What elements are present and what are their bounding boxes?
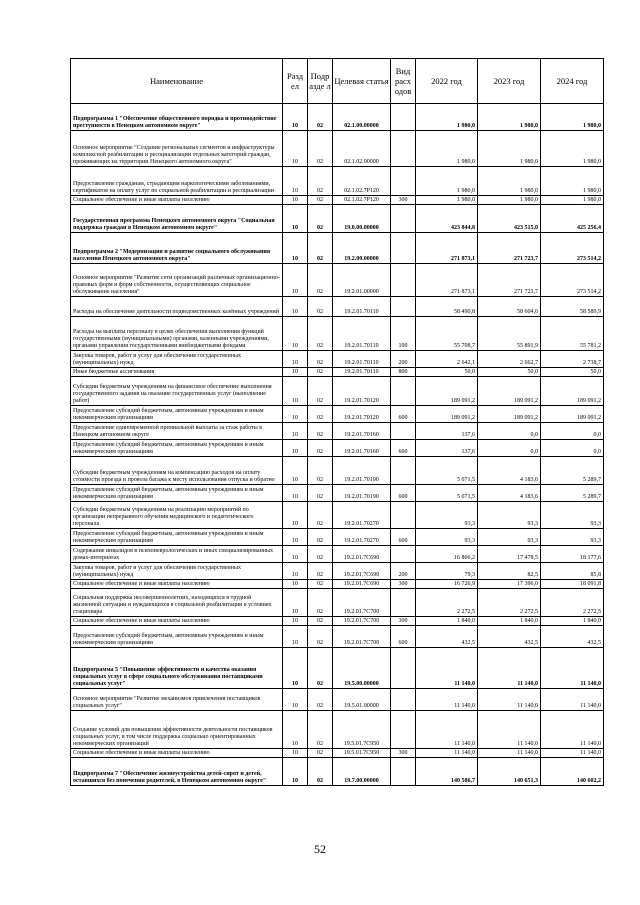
table-row — [71, 711, 604, 749]
row-podrazdel-cell: 02 — [308, 131, 333, 167]
row-razdel-cell: 10 — [283, 711, 308, 749]
row-name-cell: Основное мероприятие "Развитие механизмов привлечения поставщиков социальных услуг" — [71, 689, 283, 711]
row-vid-cell: 600 — [391, 406, 416, 423]
row-podrazdel-cell: 02 — [308, 711, 333, 749]
row-celevaya-cell: 19.2.01.70160 — [333, 423, 391, 440]
row-name-cell: Социальное обеспечение и иные выплаты населению — [71, 196, 283, 205]
table-row — [71, 406, 604, 423]
row-value-2022: 189 091,2 — [416, 377, 478, 406]
row-value-2024: 58 589,9 — [541, 297, 604, 317]
row-value-2023: 1 840,0 — [478, 617, 541, 626]
row-name-cell: Расходы на обеспечение деятельности подведомственных казённых учреждений — [71, 297, 283, 317]
row-value-2023: 2 662,7 — [478, 351, 541, 368]
row-name-cell: Предоставление субсидий бюджетным, автономным учреждениям и иным некоммерческим организациям — [71, 440, 283, 457]
row-value-2024: 11 140,0 — [541, 749, 604, 758]
row-value-2023: 58 604,6 — [478, 297, 541, 317]
row-celevaya-cell: 19.2.01.70160 — [333, 440, 391, 457]
table-row — [71, 233, 604, 264]
row-razdel-cell: 10 — [283, 546, 308, 563]
row-vid-cell: 300 — [391, 749, 416, 758]
table-row — [71, 351, 604, 368]
row-celevaya-cell: 19.2.01.00000 — [333, 264, 391, 297]
row-podrazdel-cell: 02 — [308, 423, 333, 440]
table-body — [71, 104, 604, 786]
row-razdel-cell: 10 — [283, 485, 308, 502]
row-vid-cell — [391, 689, 416, 711]
row-vid-cell: 200 — [391, 563, 416, 580]
row-vid-cell — [391, 205, 416, 233]
row-podrazdel-cell: 02 — [308, 563, 333, 580]
row-value-2023: 82,5 — [478, 563, 541, 580]
row-celevaya-cell: 19.2.01.70190 — [333, 485, 391, 502]
row-name-cell: Закупка товаров, работ и услуг для обеспечения государственных (муниципальных) нужд — [71, 351, 283, 368]
row-value-2022: 11 140,0 — [416, 689, 478, 711]
budget-table — [70, 58, 604, 786]
row-celevaya-cell: 19.5.00.00000 — [333, 648, 391, 689]
table-row — [71, 377, 604, 406]
row-value-2024: 85,8 — [541, 563, 604, 580]
table-row — [71, 440, 604, 457]
row-razdel-cell: 10 — [283, 440, 308, 457]
row-value-2024: 1 980,0 — [541, 131, 604, 167]
page-number: 52 — [314, 842, 326, 856]
row-razdel-cell: 10 — [283, 297, 308, 317]
row-name-cell: Государственная программа Ненецкого автономного округа "Социальная поддержка граждан в Ненецком автономном округе" — [71, 205, 283, 233]
row-value-2022: 16 726,9 — [416, 580, 478, 589]
row-vid-cell — [391, 297, 416, 317]
row-vid-cell — [391, 233, 416, 264]
row-name-cell: Социальное обеспечение и иные выплаты населению — [71, 749, 283, 758]
row-value-2022: 16 806,2 — [416, 546, 478, 563]
row-value-2022: 189 091,2 — [416, 406, 478, 423]
header-celevaya-statya: Целевая статья — [333, 59, 391, 104]
header-razdel: Разд ел — [283, 59, 308, 104]
row-celevaya-cell: 19.2.01.70110 — [333, 351, 391, 368]
row-value-2022: 2 642,1 — [416, 351, 478, 368]
row-celevaya-cell: 19.2.01.7С700 — [333, 617, 391, 626]
row-celevaya-cell: 19.2.01.70110 — [333, 368, 391, 377]
row-value-2022: 93,3 — [416, 502, 478, 529]
row-value-2022: 11 140,0 — [416, 648, 478, 689]
row-celevaya-cell: 19.5.01.7С950 — [333, 711, 391, 749]
row-value-2022: 50,0 — [416, 368, 478, 377]
row-celevaya-cell: 19.2.01.70120 — [333, 377, 391, 406]
row-razdel-cell: 10 — [283, 264, 308, 297]
row-value-2023: 17 478,5 — [478, 546, 541, 563]
row-value-2023: 11 140,0 — [478, 648, 541, 689]
row-name-cell: Субсидии бюджетным учреждениям на реализацию мероприятий по организации непрерывного обучения медицинского и педагогического персонала — [71, 502, 283, 529]
row-vid-cell — [391, 758, 416, 786]
row-value-2022: 93,3 — [416, 529, 478, 546]
row-name-cell: Субсидии бюджетным учреждениям на компенсацию расходов на оплату стоимости проезда и провоза багажа к месту использования отпуска и обратно — [71, 457, 283, 485]
row-celevaya-cell: 02.1.02.7Р120 — [333, 167, 391, 196]
row-value-2024: 55 781,2 — [541, 317, 604, 351]
table-row — [71, 264, 604, 297]
row-podrazdel-cell: 02 — [308, 406, 333, 423]
row-value-2023: 50,0 — [478, 368, 541, 377]
row-value-2022: 1 980,0 — [416, 167, 478, 196]
row-value-2022: 140 586,7 — [416, 758, 478, 786]
row-podrazdel-cell: 02 — [308, 580, 333, 589]
row-podrazdel-cell: 02 — [308, 749, 333, 758]
row-vid-cell: 300 — [391, 617, 416, 626]
row-value-2024: 93,3 — [541, 529, 604, 546]
row-value-2023: 189 091,2 — [478, 377, 541, 406]
row-value-2023: 0,0 — [478, 423, 541, 440]
row-value-2024: 1 980,0 — [541, 196, 604, 205]
table-row — [71, 502, 604, 529]
row-name-cell: Предоставление субсидий бюджетным, автономным учреждениям и иным некоммерческим организациям — [71, 626, 283, 648]
row-value-2022: 55 708,7 — [416, 317, 478, 351]
table-row — [71, 749, 604, 758]
row-vid-cell — [391, 457, 416, 485]
row-value-2024: 11 140,0 — [541, 648, 604, 689]
row-value-2022: 432,5 — [416, 626, 478, 648]
row-razdel-cell: 10 — [283, 457, 308, 485]
row-vid-cell — [391, 648, 416, 689]
row-value-2024: 11 140,0 — [541, 711, 604, 749]
table-row — [71, 196, 604, 205]
row-razdel-cell: 10 — [283, 205, 308, 233]
row-value-2022: 137,6 — [416, 423, 478, 440]
row-vid-cell — [391, 377, 416, 406]
row-podrazdel-cell: 02 — [308, 317, 333, 351]
row-name-cell: Подпрограмма 2 "Модернизация и развитие социального обслуживания населения Ненецкого автономного округа" — [71, 233, 283, 264]
row-value-2022: 2 272,5 — [416, 589, 478, 617]
row-razdel-cell: 10 — [283, 351, 308, 368]
row-celevaya-cell: 19.0.00.00000 — [333, 205, 391, 233]
table-row — [71, 205, 604, 233]
row-name-cell: Социальное обеспечение и иные выплаты населению — [71, 617, 283, 626]
row-value-2022: 5 071,5 — [416, 457, 478, 485]
row-vid-cell: 100 — [391, 317, 416, 351]
row-name-cell: Содержание инвалидов в психоневрологических и иных специализированных домах-интернатах — [71, 546, 283, 563]
table-header-row — [71, 59, 604, 104]
row-razdel-cell: 10 — [283, 423, 308, 440]
row-podrazdel-cell: 02 — [308, 264, 333, 297]
row-vid-cell: 800 — [391, 368, 416, 377]
row-value-2024: 189 091,2 — [541, 377, 604, 406]
row-name-cell: Предоставление гражданам, страдающим наркологическими заболеваниями, сертификатов на оплату услуг по социальной реабилитации и ресоциализации — [71, 167, 283, 196]
table-row — [71, 689, 604, 711]
row-celevaya-cell: 02.1.02.00000 — [333, 131, 391, 167]
row-value-2024: 432,5 — [541, 626, 604, 648]
row-razdel-cell: 10 — [283, 689, 308, 711]
row-celevaya-cell: 19.2.01.70110 — [333, 297, 391, 317]
row-razdel-cell: 10 — [283, 196, 308, 205]
row-value-2022: 1 980,0 — [416, 104, 478, 131]
row-vid-cell — [391, 546, 416, 563]
table-row — [71, 563, 604, 580]
row-podrazdel-cell: 02 — [308, 167, 333, 196]
row-podrazdel-cell: 02 — [308, 196, 333, 205]
row-name-cell: Иные бюджетные ассигнования — [71, 368, 283, 377]
row-value-2024: 2 272,5 — [541, 589, 604, 617]
table-row — [71, 131, 604, 167]
table-row — [71, 457, 604, 485]
row-value-2023: 4 183,6 — [478, 485, 541, 502]
row-value-2022: 423 844,8 — [416, 205, 478, 233]
row-value-2023: 55 891,9 — [478, 317, 541, 351]
row-celevaya-cell: 02.1.02.7Р120 — [333, 196, 391, 205]
header-podrazdel: Подр азде л — [308, 59, 333, 104]
row-vid-cell — [391, 264, 416, 297]
row-name-cell: Основное мероприятие "Развитие сети организаций различных организационно-правовых форм и форм собственности, осуществляющих социальное обслуживание населения" — [71, 264, 283, 297]
row-celevaya-cell: 19.5.01.00000 — [333, 689, 391, 711]
row-value-2023: 11 140,0 — [478, 689, 541, 711]
row-value-2022: 79,3 — [416, 563, 478, 580]
row-vid-cell: 300 — [391, 580, 416, 589]
row-vid-cell: 600 — [391, 626, 416, 648]
row-celevaya-cell: 19.2.01.70120 — [333, 406, 391, 423]
row-value-2023: 2 272,5 — [478, 589, 541, 617]
row-celevaya-cell: 19.5.01.7С950 — [333, 749, 391, 758]
row-value-2024: 0,0 — [541, 423, 604, 440]
header-year-2023: 2023 год — [478, 59, 541, 104]
row-vid-cell: 200 — [391, 351, 416, 368]
row-vid-cell: 300 — [391, 196, 416, 205]
row-value-2024: 5 289,7 — [541, 457, 604, 485]
row-value-2023: 271 723,7 — [478, 264, 541, 297]
row-value-2024: 18 177,6 — [541, 546, 604, 563]
row-celevaya-cell: 19.2.01.7С700 — [333, 626, 391, 648]
row-podrazdel-cell: 02 — [308, 529, 333, 546]
row-value-2022: 271 873,1 — [416, 264, 478, 297]
row-value-2024: 0,0 — [541, 440, 604, 457]
row-celevaya-cell: 19.2.00.00000 — [333, 233, 391, 264]
row-podrazdel-cell: 02 — [308, 457, 333, 485]
row-value-2022: 5 071,5 — [416, 485, 478, 502]
row-value-2023: 1 980,0 — [478, 167, 541, 196]
row-name-cell: Подпрограмма 7 "Обеспечение жизнеустройства детей-сирот и детей, оставшихся без попечения родителей, в Ненецком автономном округе" — [71, 758, 283, 786]
row-podrazdel-cell: 02 — [308, 689, 333, 711]
row-podrazdel-cell: 02 — [308, 440, 333, 457]
row-razdel-cell: 10 — [283, 580, 308, 589]
row-value-2024: 425 256,4 — [541, 205, 604, 233]
row-razdel-cell: 10 — [283, 758, 308, 786]
row-razdel-cell: 10 — [283, 317, 308, 351]
table-row — [71, 485, 604, 502]
row-celevaya-cell: 19.2.01.70270 — [333, 502, 391, 529]
row-celevaya-cell: 19.2.01.70270 — [333, 529, 391, 546]
row-value-2024: 93,3 — [541, 502, 604, 529]
row-value-2023: 11 140,0 — [478, 749, 541, 758]
row-podrazdel-cell: 02 — [308, 648, 333, 689]
row-vid-cell — [391, 104, 416, 131]
row-razdel-cell: 10 — [283, 167, 308, 196]
table-row — [71, 580, 604, 589]
row-name-cell: Предоставление субсидий бюджетным, автономным учреждениям и иным некоммерческим организациям — [71, 529, 283, 546]
row-value-2023: 140 651,3 — [478, 758, 541, 786]
row-podrazdel-cell: 02 — [308, 351, 333, 368]
header-vid-rashodov: Вид расх одов — [391, 59, 416, 104]
row-value-2022: 1 980,0 — [416, 196, 478, 205]
table-row — [71, 297, 604, 317]
row-value-2023: 93,3 — [478, 502, 541, 529]
table-row — [71, 617, 604, 626]
row-value-2024: 50,0 — [541, 368, 604, 377]
table-row — [71, 529, 604, 546]
row-value-2024: 140 602,2 — [541, 758, 604, 786]
row-vid-cell — [391, 589, 416, 617]
table-row — [71, 104, 604, 131]
row-podrazdel-cell: 02 — [308, 589, 333, 617]
row-value-2024: 11 140,0 — [541, 689, 604, 711]
row-value-2023: 11 140,0 — [478, 711, 541, 749]
row-celevaya-cell: 19.7.00.00000 — [333, 758, 391, 786]
row-vid-cell: 600 — [391, 440, 416, 457]
table-row — [71, 546, 604, 563]
table-row — [71, 317, 604, 351]
row-razdel-cell: 10 — [283, 648, 308, 689]
row-name-cell: Создание условий для повышения эффективности деятельности поставщиков социальных услуг, в том числе поддержка социально ориентированных некоммерческих организаций — [71, 711, 283, 749]
row-name-cell: Подпрограмма 1 "Обеспечение общественного порядка и противодействие преступности в Ненецком автономном округе" — [71, 104, 283, 131]
row-value-2022: 137,6 — [416, 440, 478, 457]
row-podrazdel-cell: 02 — [308, 233, 333, 264]
row-celevaya-cell: 19.2.01.7С690 — [333, 580, 391, 589]
row-name-cell: Социальная поддержка несовершеннолетних, находящихся в трудной жизненной ситуации и нуждающихся в социальной реабилитации в условиях стационара — [71, 589, 283, 617]
row-value-2023: 93,3 — [478, 529, 541, 546]
row-value-2022: 1 980,0 — [416, 131, 478, 167]
row-value-2024: 18 091,8 — [541, 580, 604, 589]
row-value-2024: 273 514,2 — [541, 233, 604, 264]
row-name-cell: Основное мероприятие "Создание региональных сегментов и инфраструктуры комплексной реабилитации и ресоциализации отдельных категорий граждан, проживающих на территории Ненецкого автономного округа" — [71, 131, 283, 167]
row-value-2024: 5 289,7 — [541, 485, 604, 502]
row-value-2023: 1 980,0 — [478, 131, 541, 167]
row-razdel-cell: 10 — [283, 131, 308, 167]
row-celevaya-cell: 02.1.00.00000 — [333, 104, 391, 131]
row-celevaya-cell: 19.2.01.70110 — [333, 317, 391, 351]
table-row — [71, 167, 604, 196]
row-razdel-cell: 10 — [283, 626, 308, 648]
row-podrazdel-cell: 02 — [308, 502, 333, 529]
row-value-2023: 1 980,0 — [478, 196, 541, 205]
row-value-2023: 4 183,6 — [478, 457, 541, 485]
row-value-2023: 271 723,7 — [478, 233, 541, 264]
row-value-2022: 58 490,8 — [416, 297, 478, 317]
row-razdel-cell: 10 — [283, 406, 308, 423]
row-value-2023: 1 980,0 — [478, 104, 541, 131]
row-name-cell: Расходы на выплаты персоналу в целях обеспечения выполнения функций государственными (муниципальными) органами, казенными учреждениями, органами управления государственными внебюджетными фондами — [71, 317, 283, 351]
row-vid-cell — [391, 711, 416, 749]
row-value-2024: 1 980,0 — [541, 167, 604, 196]
row-value-2023: 17 396,0 — [478, 580, 541, 589]
row-podrazdel-cell: 02 — [308, 205, 333, 233]
row-name-cell: Подпрограмма 5 "Повышение эффективности и качества оказания социальных услуг в сфере социального обслуживания поставщиками социальных услуг" — [71, 648, 283, 689]
row-value-2022: 271 873,1 — [416, 233, 478, 264]
table-row — [71, 626, 604, 648]
row-razdel-cell: 10 — [283, 377, 308, 406]
row-value-2023: 189 091,2 — [478, 406, 541, 423]
row-podrazdel-cell: 02 — [308, 104, 333, 131]
row-celevaya-cell: 19.2.01.7С700 — [333, 589, 391, 617]
row-value-2024: 1 980,0 — [541, 104, 604, 131]
row-value-2023: 423 515,0 — [478, 205, 541, 233]
row-value-2024: 273 514,2 — [541, 264, 604, 297]
row-name-cell: Субсидии бюджетным учреждениям на финансовое обеспечение выполнения государственного задания на оказание государственных услуг (выполнение работ) — [71, 377, 283, 406]
header-year-2024: 2024 год — [541, 59, 604, 104]
row-razdel-cell: 10 — [283, 529, 308, 546]
row-value-2024: 2 738,7 — [541, 351, 604, 368]
row-podrazdel-cell: 02 — [308, 626, 333, 648]
row-vid-cell — [391, 502, 416, 529]
row-vid-cell: 600 — [391, 485, 416, 502]
table-row — [71, 589, 604, 617]
row-vid-cell: 600 — [391, 529, 416, 546]
table-row — [71, 423, 604, 440]
row-vid-cell — [391, 167, 416, 196]
row-podrazdel-cell: 02 — [308, 546, 333, 563]
row-podrazdel-cell: 02 — [308, 485, 333, 502]
row-razdel-cell: 10 — [283, 368, 308, 377]
row-razdel-cell: 10 — [283, 589, 308, 617]
header-name: Наименование — [71, 59, 283, 104]
row-celevaya-cell: 19.2.01.7С690 — [333, 546, 391, 563]
row-podrazdel-cell: 02 — [308, 617, 333, 626]
row-razdel-cell: 10 — [283, 563, 308, 580]
row-podrazdel-cell: 02 — [308, 377, 333, 406]
row-value-2023: 432,5 — [478, 626, 541, 648]
table-row — [71, 368, 604, 377]
row-name-cell: Предоставление единовременной премиальной выплаты за стаж работы в Ненецком автономном округе — [71, 423, 283, 440]
row-vid-cell — [391, 131, 416, 167]
row-value-2022: 11 140,0 — [416, 749, 478, 758]
row-value-2023: 0,0 — [478, 440, 541, 457]
row-value-2024: 189 091,2 — [541, 406, 604, 423]
table-row — [71, 758, 604, 786]
row-value-2022: 1 840,0 — [416, 617, 478, 626]
row-value-2022: 11 140,0 — [416, 711, 478, 749]
row-podrazdel-cell: 02 — [308, 297, 333, 317]
table-row — [71, 648, 604, 689]
row-razdel-cell: 10 — [283, 233, 308, 264]
row-celevaya-cell: 19.2.01.7С690 — [333, 563, 391, 580]
row-vid-cell — [391, 423, 416, 440]
row-name-cell: Закупка товаров, работ и услуг для обеспечения государственных (муниципальных) нужд — [71, 563, 283, 580]
row-name-cell: Социальное обеспечение и иные выплаты населению — [71, 580, 283, 589]
row-name-cell: Предоставление субсидий бюджетным, автономным учреждениям и иным некоммерческим организациям — [71, 406, 283, 423]
row-razdel-cell: 10 — [283, 502, 308, 529]
row-razdel-cell: 10 — [283, 749, 308, 758]
row-value-2024: 1 840,0 — [541, 617, 604, 626]
row-name-cell: Предоставление субсидий бюджетным, автономным учреждениям и иным некоммерческим организациям — [71, 485, 283, 502]
row-celevaya-cell: 19.2.01.70190 — [333, 457, 391, 485]
row-razdel-cell: 10 — [283, 617, 308, 626]
row-podrazdel-cell: 02 — [308, 758, 333, 786]
row-razdel-cell: 10 — [283, 104, 308, 131]
header-year-2022: 2022 год — [416, 59, 478, 104]
row-podrazdel-cell: 02 — [308, 368, 333, 377]
